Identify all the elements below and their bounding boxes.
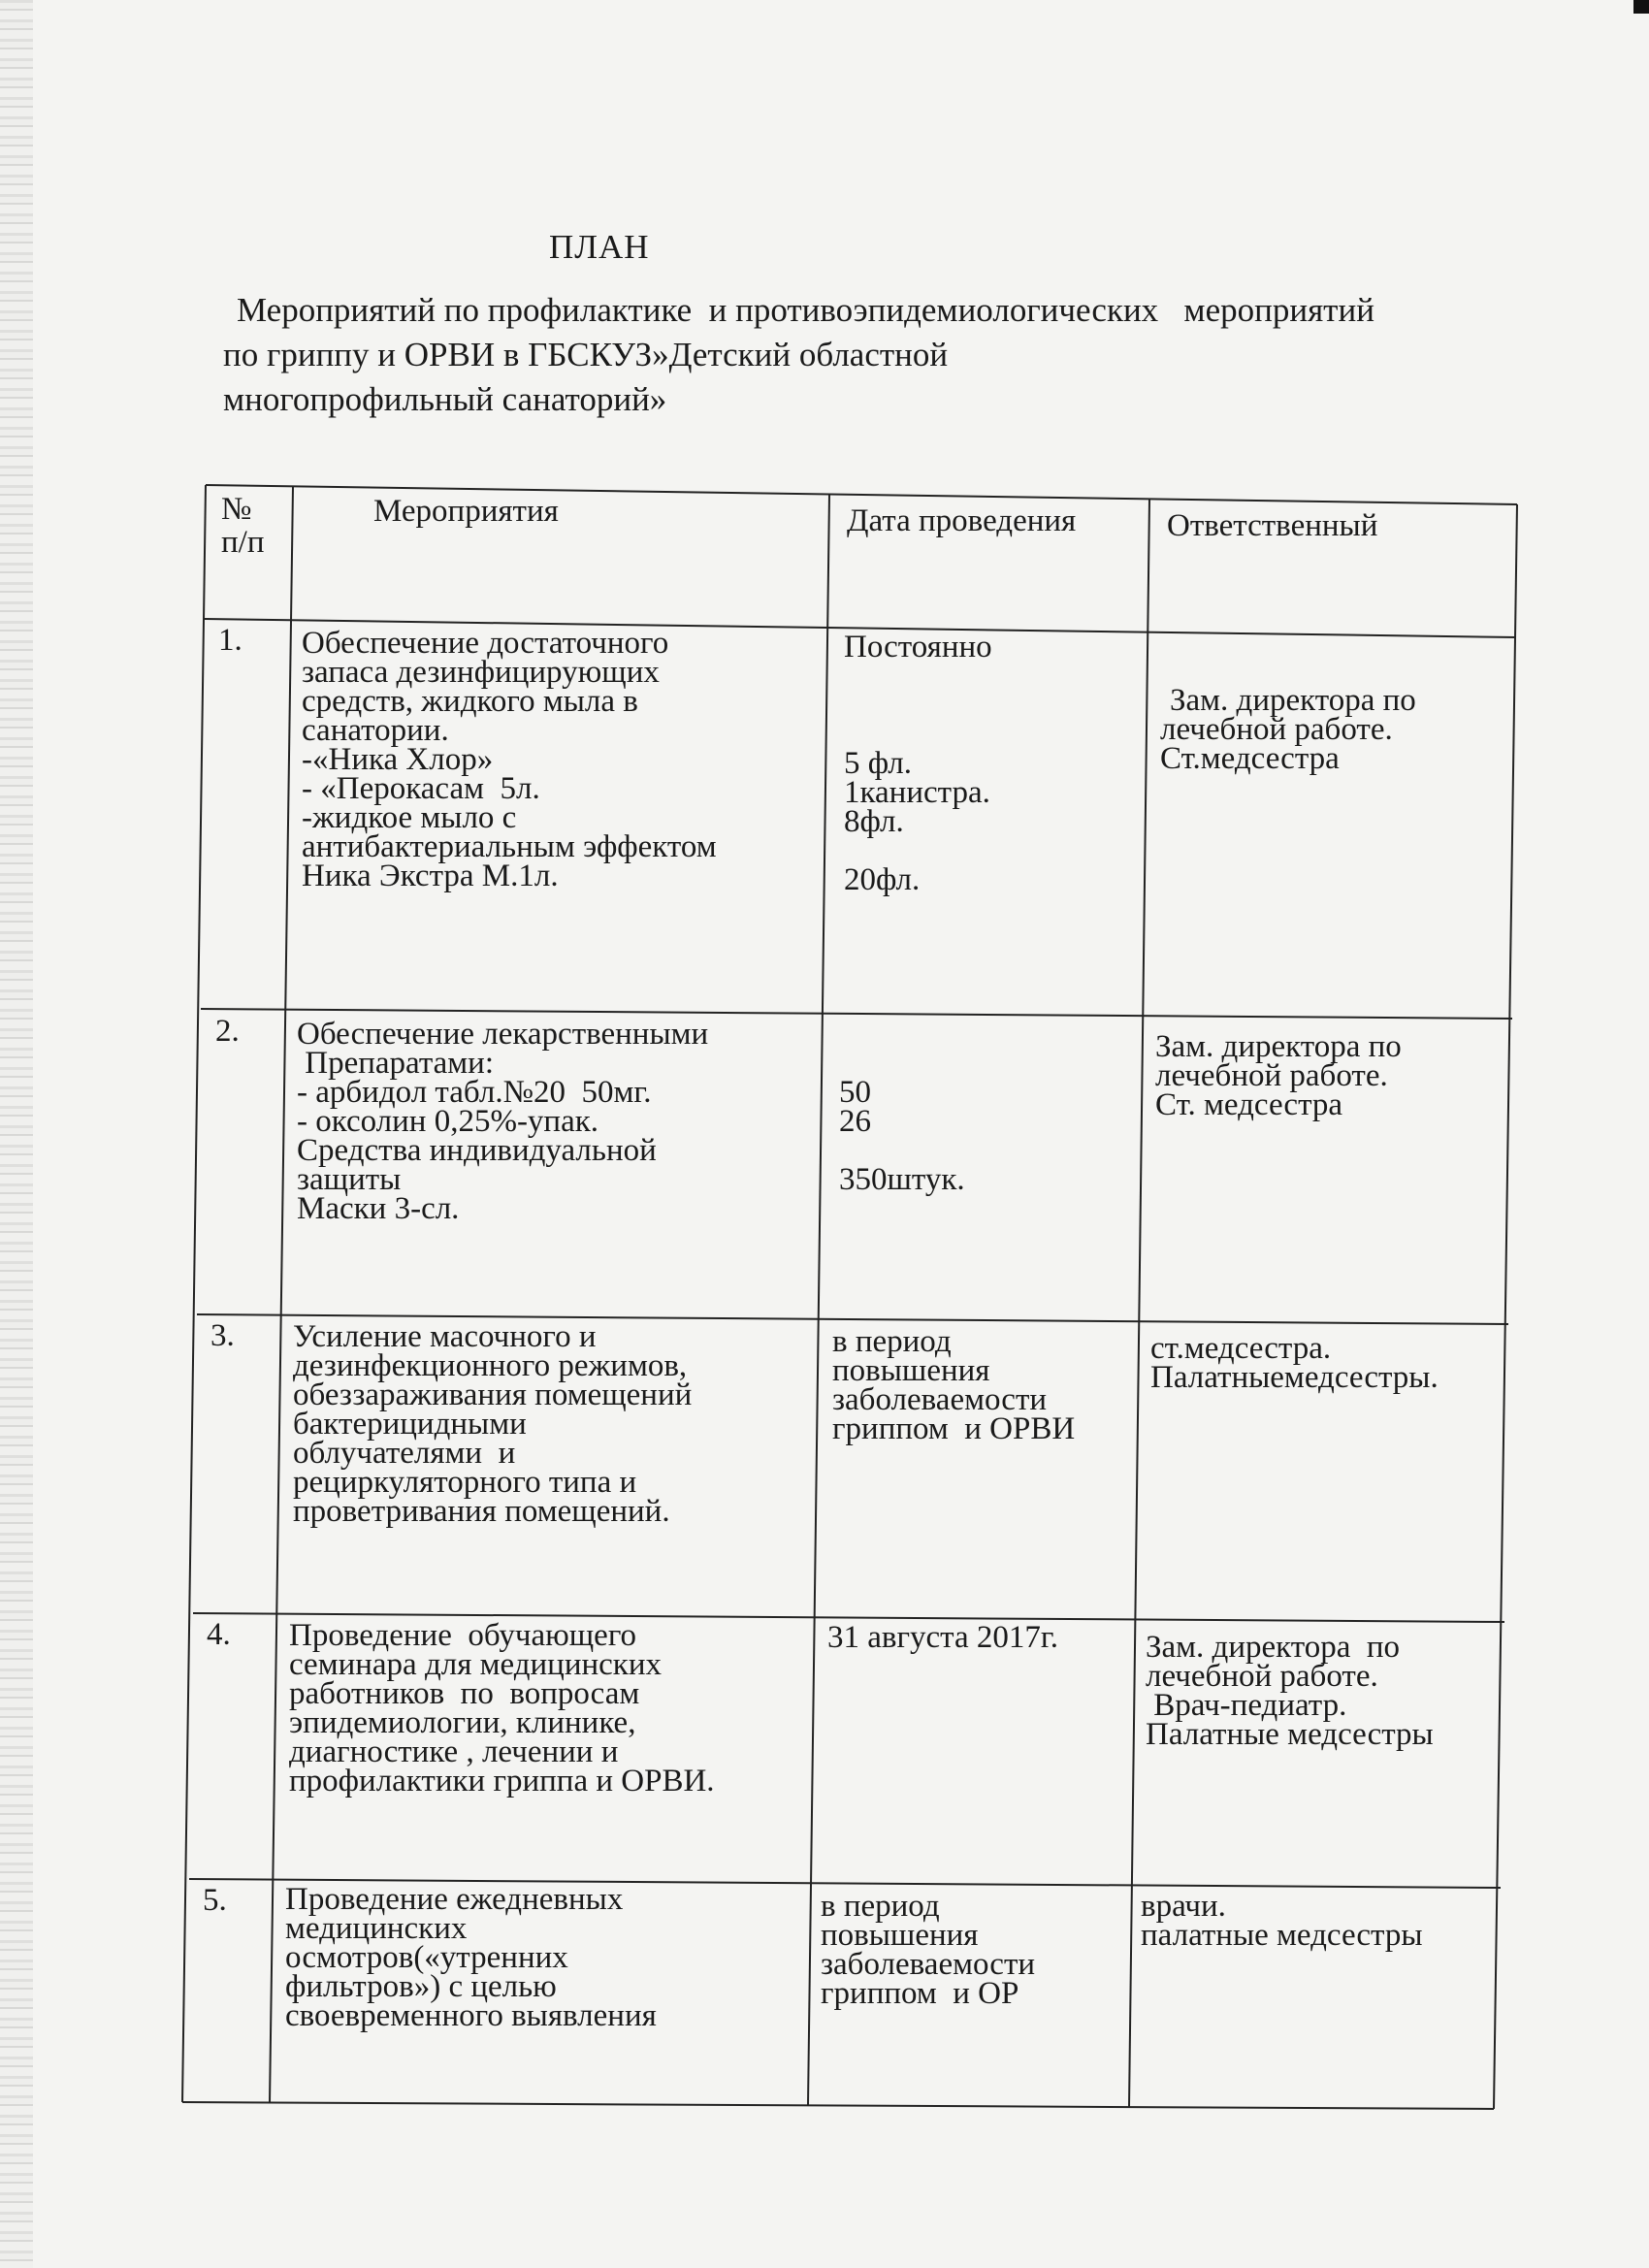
cell-line: 1канистра.	[844, 775, 990, 810]
row-number: 3.	[210, 1318, 235, 1353]
cell-line: дезинфекционного режимов,	[293, 1348, 688, 1383]
row-event	[293, 1319, 693, 1529]
row-responsible	[1155, 1029, 1402, 1122]
cell-line: антибактериальным эффектом	[302, 829, 717, 864]
cell-line: лечебной работе.	[1146, 1659, 1378, 1694]
cell-line: Палатныемедсестры.	[1150, 1360, 1439, 1395]
cell-line: средств, жидкого мыла в	[302, 684, 638, 719]
cell-line: эпидемиологии, клинике,	[289, 1705, 636, 1740]
subtitle-line: по гриппу и ОРВИ в ГБСКУЗ»Детский областной	[223, 336, 949, 373]
cell-line: Зам. директора по	[1146, 1630, 1401, 1665]
cell-line: профилактики гриппа и ОРВИ.	[289, 1764, 715, 1798]
cell-line: Ника Экстра М.1л.	[302, 859, 559, 893]
cell-line: запаса дезинфицирующих	[302, 655, 660, 690]
cell-line: Препаратами:	[297, 1046, 495, 1081]
cell-line: облучателями и	[293, 1436, 516, 1471]
cell-line: 20фл.	[844, 862, 921, 897]
col-divider	[270, 487, 293, 2103]
row-event	[285, 1882, 657, 2033]
row-date	[827, 1620, 1058, 1655]
cell-line: Обеспечение достаточного	[302, 626, 669, 661]
row-number: 2.	[215, 1014, 240, 1049]
row-event	[289, 1618, 715, 1798]
cell-line: - оксолин 0,25%-упак.	[297, 1104, 599, 1139]
cell-line: - «Перокасам 5л.	[302, 771, 540, 806]
cell-line: в период	[832, 1324, 952, 1359]
cell-line: Средства индивидуальной	[297, 1133, 657, 1168]
cell-line: бактерицидными	[293, 1407, 527, 1442]
cell-line: осмотров(«утренних	[285, 1940, 568, 1975]
cell-line: 5 фл.	[844, 746, 913, 781]
header-event: Мероприятия	[373, 494, 559, 529]
cell-line: своевременного выявления	[285, 1998, 657, 2033]
subtitle-line: многопрофильный санаторий»	[223, 380, 667, 418]
cell-line: повышения	[821, 1918, 979, 1953]
cell-line	[844, 691, 992, 720]
cell-line: Постоянно	[844, 630, 992, 664]
cell-line: рециркуляторного типа и	[293, 1465, 637, 1500]
cell-line: 31 августа 2017г.	[827, 1620, 1058, 1655]
cell-line: 350штук.	[839, 1162, 965, 1197]
cell-line: 26	[839, 1104, 871, 1139]
cell-line: - арбидол табл.№20 50мг.	[297, 1075, 652, 1110]
row-number: 5.	[203, 1883, 227, 1918]
cell-line: в период	[821, 1889, 940, 1924]
header-date: Дата проведения	[847, 503, 1077, 538]
table-border-right	[1494, 504, 1517, 2109]
cell-line: медицинских	[285, 1911, 468, 1946]
row-responsible	[1150, 1331, 1439, 1395]
cell-line: лечебной работе.	[1155, 1058, 1388, 1093]
cell-line: Проведение обучающего	[289, 1618, 637, 1653]
row-date	[832, 1324, 1076, 1446]
row-responsible	[1141, 1889, 1423, 1953]
cell-line: Маски 3-сл.	[297, 1191, 460, 1226]
cell-line: Зам. директора по	[1170, 683, 1416, 718]
cell-line: санатории.	[302, 713, 449, 748]
cell-line: 50	[839, 1075, 871, 1110]
col-divider	[808, 495, 829, 2105]
table-border-left	[182, 485, 206, 2102]
cell-line: фильтров») с целью	[285, 1969, 557, 2004]
header-responsible: Ответственный	[1167, 508, 1378, 543]
row-date	[839, 1020, 965, 1197]
cell-line: защиты	[297, 1162, 402, 1197]
cell-line: ст.медсестра.	[1150, 1331, 1332, 1366]
cell-line	[844, 720, 992, 749]
cell-line: заболеваемости	[821, 1947, 1036, 1982]
cell-line: обеззараживания помещений	[293, 1377, 693, 1412]
document-title: ПЛАН	[549, 228, 650, 266]
row-number: 4.	[207, 1617, 231, 1652]
cell-line: заболеваемости	[832, 1382, 1048, 1417]
cell-line: проветривания помещений.	[293, 1494, 670, 1529]
row-event	[302, 626, 717, 893]
cell-line	[839, 1136, 965, 1165]
subtitle-line: Мероприятий по профилактике и противоэпидемиологических мероприятий	[237, 291, 1374, 329]
cell-line: Проведение ежедневных	[285, 1882, 624, 1917]
row-date	[821, 1889, 1036, 2011]
cell-line	[839, 1020, 965, 1049]
cell-line: врачи.	[1141, 1889, 1226, 1924]
cell-line: -«Ника Хлор»	[302, 742, 494, 777]
cell-line: палатные медсестры	[1141, 1918, 1423, 1953]
row-number: 1.	[218, 623, 242, 658]
cell-line: Палатные медсестры	[1146, 1717, 1434, 1752]
cell-line: -жидкое мыло с	[302, 800, 517, 835]
cell-line: 8фл.	[844, 804, 904, 839]
cell-line: Врач-педиатр.	[1146, 1688, 1347, 1723]
cell-line: п/п	[221, 525, 265, 560]
cell-line: гриппом и ОРВИ	[832, 1411, 1076, 1446]
col-divider	[1129, 500, 1149, 2107]
cell-line	[844, 662, 992, 691]
row-responsible	[1160, 683, 1416, 776]
cell-line: Ст. медсестра	[1155, 1087, 1343, 1122]
cell-line: гриппом и ОР	[821, 1976, 1019, 2011]
cell-line: Зам. директора по	[1155, 1029, 1402, 1064]
cell-line: работников по вопросам	[289, 1676, 640, 1711]
row-responsible	[1146, 1630, 1434, 1752]
header-num	[221, 493, 265, 559]
cell-line: диагностике , лечении и	[289, 1734, 619, 1769]
table-border-bottom	[182, 2102, 1494, 2109]
cell-line: Ст.медсестра	[1160, 741, 1340, 776]
row-date	[844, 630, 992, 897]
cell-line: №	[221, 492, 252, 527]
cell-line: лечебной работе.	[1160, 712, 1393, 747]
cell-line: Обеспечение лекарственными	[297, 1017, 709, 1052]
cell-line	[844, 836, 992, 865]
row-event	[297, 1017, 709, 1226]
cell-line	[839, 1049, 965, 1078]
cell-line: повышения	[832, 1353, 990, 1388]
cell-line: Усиление масочного и	[293, 1319, 597, 1354]
cell-line: семинара для медицинских	[289, 1647, 662, 1682]
